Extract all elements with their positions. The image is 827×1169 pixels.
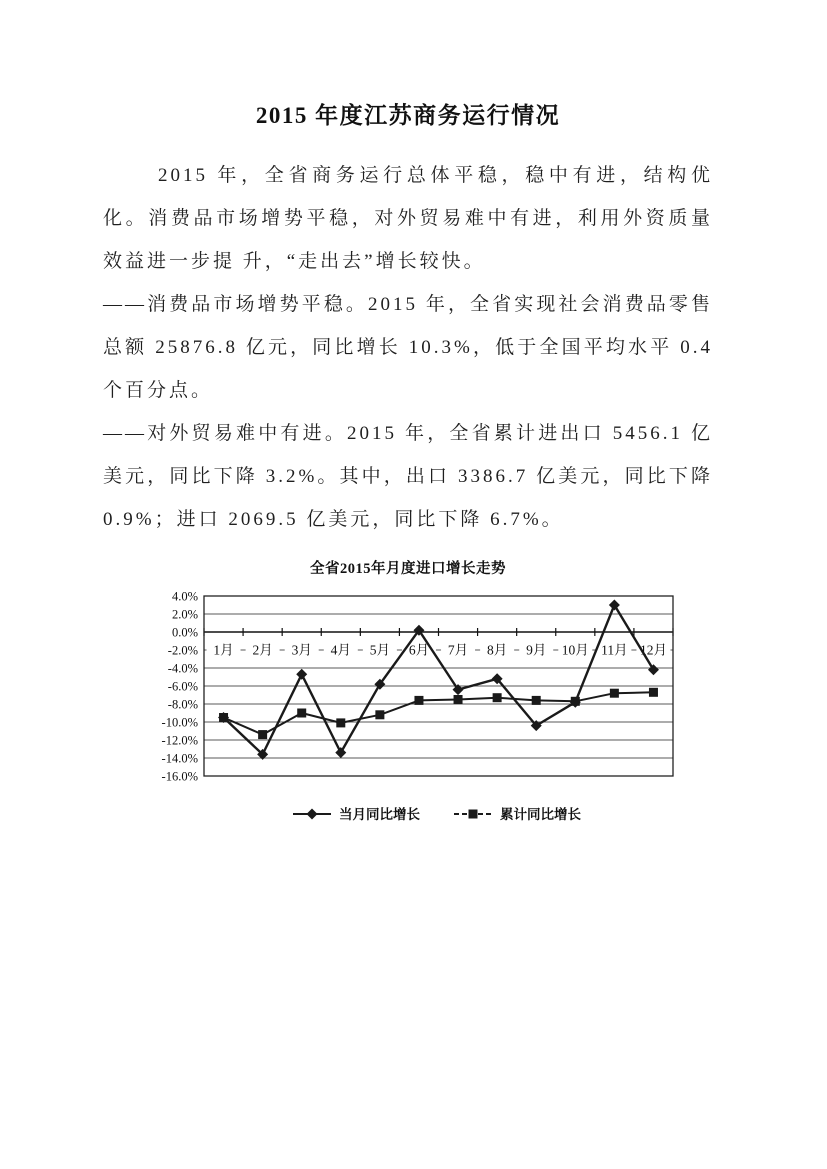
y-axis-label: -8.0% <box>167 697 198 712</box>
x-axis-label: 4月 <box>330 642 351 658</box>
marker-square <box>571 697 580 706</box>
marker-square <box>493 693 502 702</box>
x-axis-label: 9月 <box>526 642 547 658</box>
marker-square <box>336 718 345 727</box>
page-title: 2015 年度江苏商务运行情况 <box>255 103 561 128</box>
x-axis-label: 12月 <box>639 642 667 658</box>
marker-diamond <box>335 747 346 758</box>
y-axis-label: -16.0% <box>161 769 198 784</box>
legend-diamond-icon <box>307 809 318 820</box>
chart-area <box>146 586 713 836</box>
legend-label: 累计同比增长 <box>500 807 581 822</box>
paragraph-overview: 2015 年，全省商务运行总体平稳，稳中有进，结构优化。消费品市场增势平稳，对外贸易难中有进，利用外资质量效益进一步提 升，“走出去”增长较快。 <box>103 165 713 272</box>
marker-square <box>258 730 267 739</box>
marker-square <box>297 709 306 718</box>
y-axis-label: -6.0% <box>167 679 198 694</box>
y-axis-label: 0.0% <box>171 625 198 640</box>
marker-square <box>219 713 228 722</box>
chart-title: 全省2015年月度进口增长走势 <box>310 561 506 577</box>
import-growth-chart-block <box>103 557 713 836</box>
y-axis-label: 4.0% <box>171 589 198 604</box>
marker-square <box>532 696 541 705</box>
marker-square <box>375 710 384 719</box>
legend-square-icon <box>469 810 478 819</box>
y-axis-label: 2.0% <box>171 607 198 622</box>
marker-square <box>414 696 423 705</box>
y-axis-label: -14.0% <box>161 751 198 766</box>
y-axis-label: -12.0% <box>161 733 198 748</box>
x-axis-label: 1月 <box>213 642 234 658</box>
marker-square <box>649 688 658 697</box>
x-axis-label: 11月 <box>601 642 628 658</box>
x-axis-label: 10月 <box>561 642 589 658</box>
x-axis-label: 7月 <box>447 642 469 658</box>
paragraph-foreign-trade: ——对外贸易难中有进。2015 年，全省累计进出口 5456.1 亿美元，同比下降 3.2%。其中，出口 3386.7 亿美元，同比下降 0.9%；进口 2069.5 亿美元，同比下降 6.7%。 <box>103 423 713 530</box>
series-line-diamond <box>224 605 654 754</box>
document-body <box>103 154 713 541</box>
x-axis-label: 2月 <box>252 642 273 658</box>
marker-square <box>610 689 619 698</box>
marker-diamond <box>648 664 659 675</box>
legend-label: 当月同比增长 <box>339 807 420 822</box>
x-axis-label: 8月 <box>487 642 508 658</box>
x-axis-label: 3月 <box>291 642 312 658</box>
x-axis-label: 6月 <box>408 642 430 658</box>
y-axis-label: -10.0% <box>161 715 198 730</box>
paragraph-consumer-market: ——消费品市场增势平稳。2015 年，全省实现社会消费品零售总额 25876.8 亿元，同比增长 10.3%，低于全国平均水平 0.4 个百分点。 <box>103 294 713 401</box>
marker-square <box>454 695 463 704</box>
y-axis-label: -2.0% <box>167 643 198 658</box>
marker-diamond <box>296 669 307 680</box>
series-line-square <box>224 692 654 734</box>
marker-diamond <box>609 600 620 611</box>
y-axis-label: -4.0% <box>167 661 198 676</box>
line-chart <box>146 586 676 836</box>
x-axis-label: 5月 <box>369 642 390 658</box>
